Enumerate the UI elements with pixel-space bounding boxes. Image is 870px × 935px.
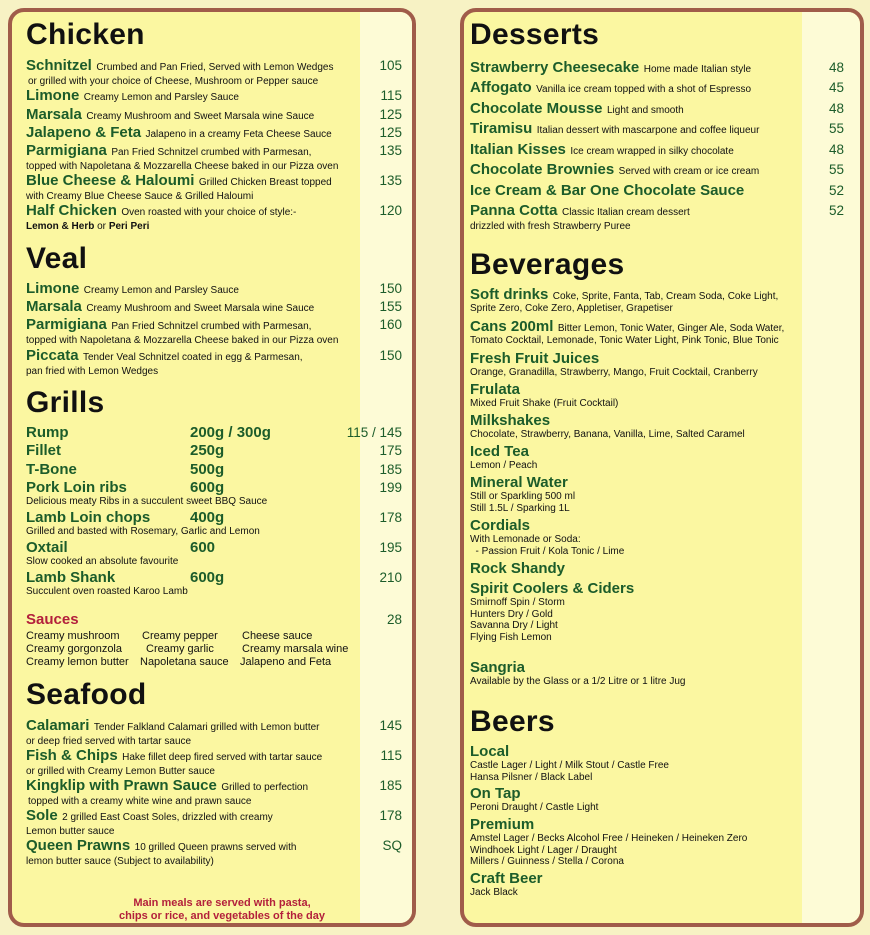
menu-item: Affogato Vanilla ice cream topped with a shot of Espresso 45 [470,79,844,96]
price: 150 [379,348,402,363]
price: 175 [379,443,402,458]
price: 195 [379,540,402,555]
menu-item: Chocolate Brownies Served with cream or ice cream 55 [470,161,844,178]
menu-item: Ice Cream & Bar One Chocolate Sauce 52 [470,182,844,199]
price: 105 [379,58,402,73]
price: 120 [379,203,402,218]
beverage-item: Iced Tea Lemon / Peach [470,443,538,471]
menu-item: Chocolate Mousse Light and smooth 48 [470,100,844,117]
menu-item: Calamari Tender Falkland Calamari grilled with Lemon butter or deep fried served with tartar sauce 145 [26,717,402,747]
menu-item: Parmigiana Pan Fried Schnitzel crumbed with Parmesan, topped with Napoletana & Mozzarella Cheese baked in our Pizza oven 135 [26,142,402,172]
beer-item: On Tap Peroni Draught / Castle Light [470,785,599,813]
beverages-heading: Beverages [470,248,625,281]
price: 55 [828,162,844,177]
price: 115 / 145 [346,425,402,440]
menu-item: Panna Cotta Classic Italian cream dessert drizzled with fresh Strawberry Puree 52 [470,202,844,232]
price: 48 [828,60,844,75]
desserts-heading: Desserts [470,18,600,51]
beer-item: Premium Amstel Lager / Becks Alcohol Free / Heineken / Heineken Zero Windhoek Light / Lager / Draught Millers / Guinness / Stella / Corona [470,816,748,867]
price: 210 [379,570,402,585]
menu-item: Fillet 250g 175 [26,442,402,459]
menu-item: Tiramisu Italian dessert with mascarpone and coffee liqueur 55 [470,120,844,137]
beverage-item: Cans 200ml Bitter Lemon, Tonic Water, Ginger Ale, Soda Water, Tomato Cocktail, Lemonade, Tonic Water Light, Pink Tonic, Blue Tonic [470,318,785,346]
price: SQ [382,838,402,853]
beverage-item: Milkshakes Chocolate, Strawberry, Banana, Vanilla, Lime, Salted Caramel [470,412,745,440]
price: 52 [828,183,844,198]
menu-item: Rump 200g / 300g 115 / 145 [26,424,402,441]
menu-item: Sole 2 grilled East Coast Soles, drizzled with creamy Lemon butter sauce 178 [26,807,402,837]
menu-item: Queen Prawns 10 grilled Queen prawns served with lemon butter sauce (Subject to availability) SQ [26,837,402,867]
beverage-item: Mineral Water Still or Sparkling 500 ml Still 1.5L / Sparking 1L [470,474,576,514]
price: 178 [379,808,402,823]
left-menu-panel [8,8,416,927]
footer-note: Main meals are served with pasta, chips or rice, and vegetables of the day [118,897,325,922]
price: 55 [828,121,844,136]
chicken-heading: Chicken [26,18,145,51]
price: 135 [379,143,402,158]
beer-item: Craft Beer Jack Black [470,870,543,898]
menu-item: Piccata Tender Veal Schnitzel coated in egg & Parmesan, pan fried with Lemon Wedges 150 [26,347,402,377]
beverage-item: Rock Shandy [470,560,566,577]
beverage-item: Sangria Available by the Glass or a 1/2 Litre or 1 litre Jug [470,659,686,687]
menu-item: Parmigiana Pan Fried Schnitzel crumbed with Parmesan, topped with Napoletana & Mozzarella Cheese baked in our Pizza oven 160 [26,316,402,346]
right-menu-panel [460,8,864,927]
menu-item: Jalapeno & Feta Jalapeno in a creamy Feta Cheese Sauce 125 [26,124,402,141]
menu-item: Schnitzel Crumbed and Pan Fried, Served with Lemon Wedges or grilled with your choice of Cheese, Mushroom or Pepper sauce 105 [26,57,402,87]
price: 145 [379,718,402,733]
price: 160 [379,317,402,332]
seafood-heading: Seafood [26,678,147,711]
price: 48 [828,101,844,116]
menu-item: T-Bone 500g 185 [26,461,402,478]
price: 185 [379,462,402,477]
menu-item: Kingklip with Prawn Sauce Grilled to perfection topped with a creamy white wine and prawn sauce 185 [26,777,402,807]
beverage-item: Fresh Fruit Juices Orange, Granadilla, Strawberry, Mango, Fruit Cocktail, Cranberry [470,350,758,378]
menu-item: Oxtail 600 Slow cooked an absolute favourite 195 [26,539,402,567]
beers-heading: Beers [470,705,555,738]
menu-item: Fish & Chips Hake fillet deep fired served with tartar sauce or grilled with Creamy Lemon Butter sauce 115 [26,747,402,777]
menu-item: Half Chicken Oven roasted with your choice of style:- Lemon & Herb or Peri Peri 120 [26,202,402,232]
menu-item: Limone Creamy Lemon and Parsley Sauce 150 [26,280,402,297]
price: 125 [379,125,402,140]
beverage-item: Soft drinks Coke, Sprite, Fanta, Tab, Cream Soda, Coke Light, Sprite Zero, Coke Zero, Appletiser, Grapetiser [470,286,779,314]
price: 28 [386,612,402,627]
price: 115 [380,748,402,763]
sauces-list: Creamy mushroom Creamy pepper Cheese sauce Creamy gorgonzola Creamy garlic Creamy marsala wine Creamy lemon butter Napoletana sauce Jalapeno and Feta [26,630,349,668]
sauces-heading: Sauces 28 [26,611,402,628]
menu-item: Limone Creamy Lemon and Parsley Sauce 115 [26,87,402,104]
price: 199 [379,480,402,495]
menu-item: Marsala Creamy Mushroom and Sweet Marsala wine Sauce 125 [26,106,402,123]
price: 48 [828,142,844,157]
menu-item: Lamb Loin chops 400g Grilled and basted with Rosemary, Garlic and Lemon 178 [26,509,402,537]
price: 150 [379,281,402,296]
grills-heading: Grills [26,386,105,419]
veal-heading: Veal [26,242,88,275]
menu-item: Marsala Creamy Mushroom and Sweet Marsala wine Sauce 155 [26,298,402,315]
price: 52 [828,203,844,218]
price: 185 [379,778,402,793]
menu-item: Lamb Shank 600g Succulent oven roasted Karoo Lamb 210 [26,569,402,597]
menu-item: Blue Cheese & Haloumi Grilled Chicken Breast topped with Creamy Blue Cheese Sauce & Grilled Haloumi 135 [26,172,402,202]
beverage-item: Frulata Mixed Fruit Shake (Fruit Cocktail) [470,381,619,409]
price: 178 [379,510,402,525]
price: 125 [379,107,402,122]
menu-item: Strawberry Cheesecake Home made Italian style 48 [470,59,844,76]
beverage-item: Cordials With Lemonade or Soda: - Passion Fruit / Kola Tonic / Lime [470,517,625,557]
menu-item: Italian Kisses Ice cream wrapped in silky chocolate 48 [470,141,844,158]
price: 45 [828,80,844,95]
beer-item: Local Castle Lager / Light / Milk Stout / Castle Free Hansa Pilsner / Black Label [470,743,669,783]
price: 135 [379,173,402,188]
price: 115 [380,88,402,103]
menu-item: Pork Loin ribs 600g Delicious meaty Ribs in a succulent sweet BBQ Sauce 199 [26,479,402,507]
price: 155 [379,299,402,314]
beverage-item: Spirit Coolers & Ciders Smirnoff Spin / Storm Hunters Dry / Gold Savanna Dry / Light Flying Fish Lemon [470,580,635,643]
